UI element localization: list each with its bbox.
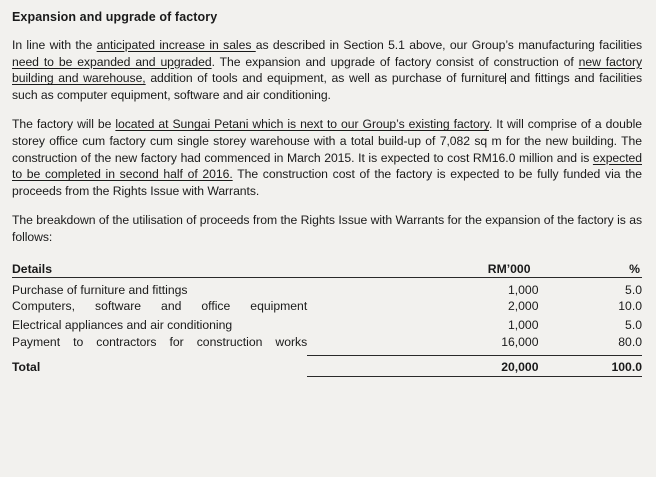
row-amount: 16,000 <box>501 334 539 349</box>
row-amount: 2,000 <box>507 298 539 313</box>
row-percent: 10.0 <box>618 298 642 313</box>
text-run: as described in Section 5.1 above, our Group’s manufacturing facilities <box>255 38 642 52</box>
total-percent: 100.0 <box>611 360 642 375</box>
text-run: and fittings and facilities such as computer equipment, software and air conditioning. <box>12 71 643 102</box>
bottom-rule <box>12 376 642 377</box>
underlined-text: located at Sungai Petani which is next to our Group’s existing factory <box>115 117 489 132</box>
row-percent: 5.0 <box>625 282 642 297</box>
column-header-amount: RM’000 <box>487 261 531 276</box>
text-run: In line with the <box>12 38 97 52</box>
paragraph-factory-location <box>12 116 642 199</box>
row-amount: 1,000 <box>507 282 539 297</box>
total-label: Total <box>12 360 41 375</box>
row-label: Computers, software and office equipment <box>12 298 308 313</box>
row-label: Electrical appliances and air conditioning <box>12 318 233 333</box>
table-header-row <box>12 261 642 277</box>
text-run: The breakdown of the utilisation of proceeds from the Rights Issue with Warrants for the expansion of the factory is as follows: <box>12 213 642 244</box>
table-body <box>12 277 642 377</box>
underlined-text: anticipated increase in sales <box>96 38 256 52</box>
paragraph-expansion-intro <box>12 37 642 103</box>
table-row <box>12 278 642 298</box>
underlined-text: expected to be completed in second half of 2016. <box>12 150 642 182</box>
table-row <box>12 298 642 314</box>
paragraph-breakdown-lead-in <box>12 212 642 245</box>
underlined-text: new factory building and warehouse, <box>12 54 642 86</box>
table-row <box>12 317 642 333</box>
column-header-percent: % <box>629 261 640 276</box>
underlined-text: need to be expanded and upgraded <box>12 54 212 69</box>
text-run: addition of tools and equipment, as well as purchase of furniture <box>145 71 506 86</box>
text-run: . The expansion and upgrade of factory consist of construction of <box>211 54 579 69</box>
row-percent: 5.0 <box>625 318 642 333</box>
row-label: Purchase of furniture and fittings <box>12 282 188 297</box>
text-run: . It will comprise of a double storey office cum factory cum single storey warehouse with a total build-up of 7,082 sq m for the new building. The construction of the new factory had commenced in March 2015. It is expected to cost RM16.0 million and is <box>12 117 642 165</box>
text-run: The factory will be <box>12 117 116 132</box>
page-title: Expansion and upgrade of factory <box>12 10 218 24</box>
total-amount: 20,000 <box>501 360 539 375</box>
table-total-row <box>12 356 642 375</box>
text-run: The construction cost of the factory is expected to be fully funded via the proceeds from the Rights Issue with Warrants. <box>12 167 642 198</box>
table-row <box>12 334 642 350</box>
proceeds-table <box>12 261 642 377</box>
row-label: Payment to contractors for construction works <box>12 334 308 349</box>
row-percent: 80.0 <box>618 334 642 349</box>
row-amount: 1,000 <box>507 318 539 333</box>
column-header-details: Details <box>12 261 52 276</box>
